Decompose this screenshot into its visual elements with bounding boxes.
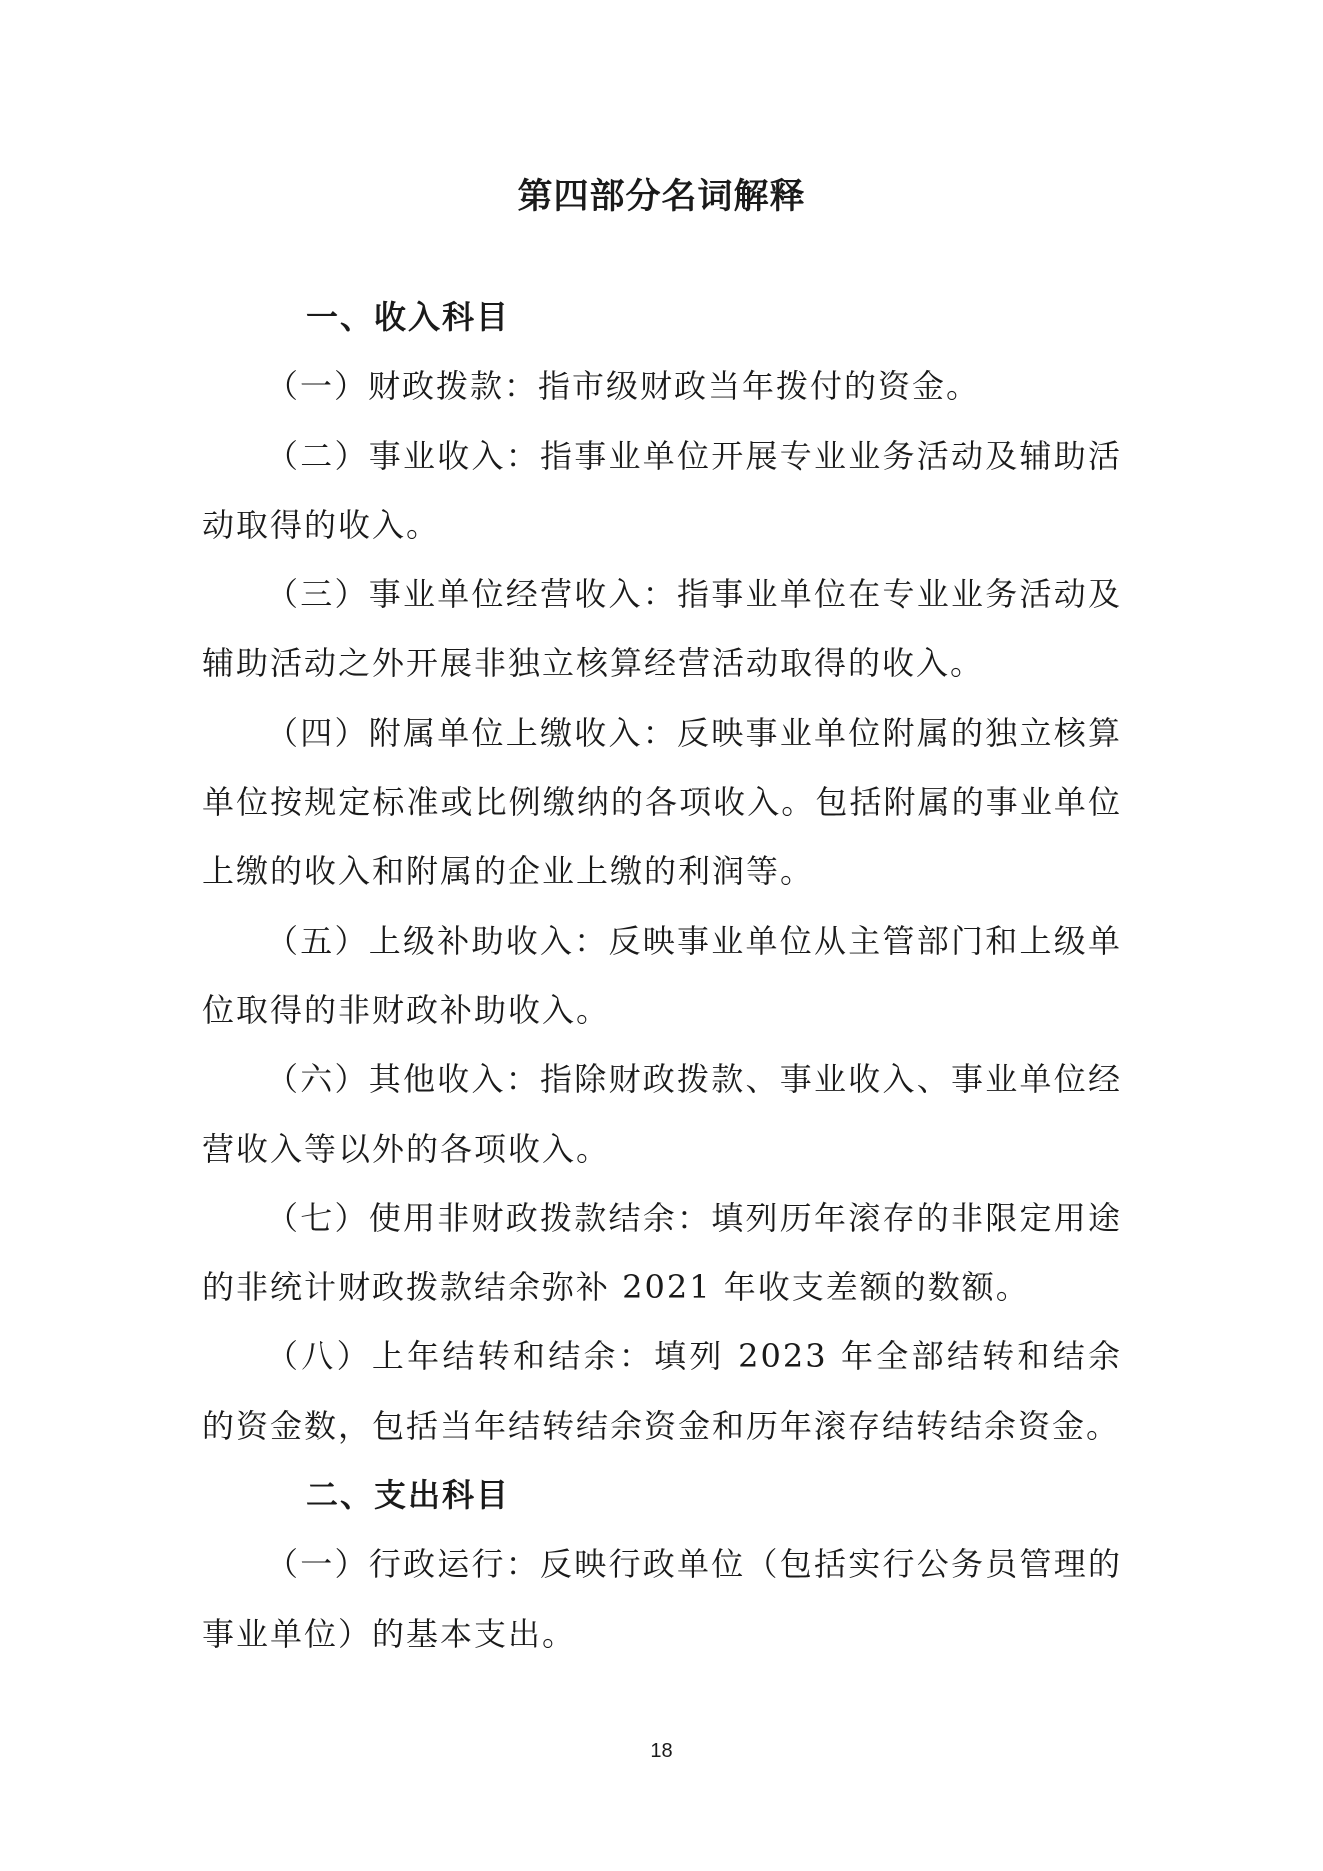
paragraph-income-6: （六）其他收入：指除财政拨款、事业收入、事业单位经营收入等以外的各项收入。	[202, 1060, 1122, 1168]
paragraph-expenditure-1: （一）行政运行：反映行政单位（包括实行公务员管理的事业单位）的基本支出。	[202, 1545, 1122, 1653]
section-heading-income: 一、收入科目	[306, 298, 511, 336]
page-title: 第四部分名词解释	[517, 177, 806, 217]
document-body	[202, 283, 1122, 1669]
paragraph-income-4: （四）附属单位上缴收入：反映事业单位附属的独立核算单位按规定标准或比例缴纳的各项收入。包括附属的事业单位上缴的收入和附属的企业上缴的利润等。	[202, 713, 1122, 891]
paragraph-income-8: （八）上年结转和结余：填列 2023 年全部结转和结余的资金数，包括当年结转结余资金和历年滚存结转结余资金。	[202, 1337, 1122, 1445]
paragraph-income-2: （二）事业收入：指事业单位开展专业业务活动及辅助活动取得的收入。	[202, 436, 1122, 544]
paragraph-income-1: （一）财政拨款：指市级财政当年拨付的资金。	[266, 367, 981, 406]
paragraph-income-3: （三）事业单位经营收入：指事业单位在专业业务活动及辅助活动之外开展非独立核算经营活动取得的收入。	[202, 575, 1122, 683]
page-number: 18	[650, 1740, 673, 1762]
section-heading-expenditure: 二、支出科目	[306, 1476, 511, 1515]
paragraph-income-5: （五）上级补助收入：反映事业单位从主管部门和上级单位取得的非财政补助收入。	[202, 921, 1122, 1029]
paragraph-income-7: （七）使用非财政拨款结余：填列历年滚存的非限定用途的非统计财政拨款结余弥补 2021 年收支差额的数额。	[202, 1198, 1122, 1307]
